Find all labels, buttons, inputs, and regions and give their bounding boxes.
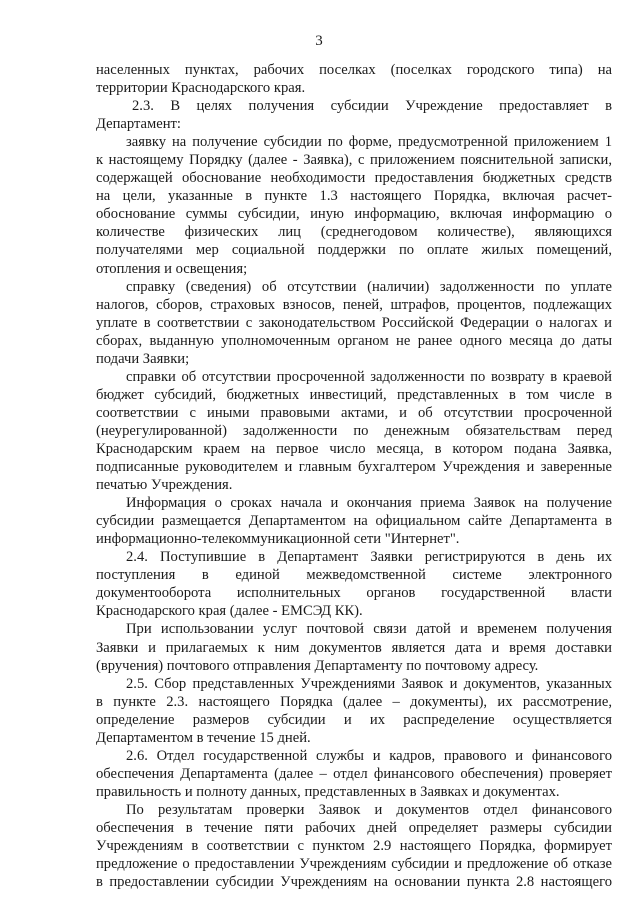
paragraph <box>96 278 612 368</box>
paragraph <box>96 548 612 620</box>
text-line: Краснодарским краем на первое число месяца, в котором подана Заявка, <box>96 440 612 457</box>
text-line: Заявки и прилагаемых к ним документов является дата и время доставки <box>96 639 612 656</box>
paragraph <box>96 620 612 674</box>
text-line: территории Краснодарского края. <box>96 80 306 97</box>
text-line: 2.6. Отдел государственной службы и кадров, правового и финансового <box>126 747 612 764</box>
paragraph <box>96 97 612 133</box>
text-line: к настоящему Порядку (далее - Заявка), с приложением пояснительной записки, <box>96 152 612 169</box>
text-line: 2.5. Сбор представленных Учреждениями Заявок и документов, указанных <box>126 675 612 692</box>
page-number: 3 <box>315 33 323 49</box>
document-body <box>96 61 612 891</box>
text-line: количестве физических лиц (среднегодовом количестве), являющихся <box>96 224 612 241</box>
text-line: поступления в единой межведомственной системе электронного <box>96 567 612 584</box>
text-line: в предоставлении субсидии Учреждениям на основании пункта 2.8 настоящего <box>96 874 612 891</box>
paragraph <box>96 675 612 747</box>
paragraph <box>96 133 612 277</box>
text-line: соответствии с иными правовыми актами, и об отсутствии просроченной <box>96 404 612 421</box>
text-line: подачи Заявки; <box>96 350 190 367</box>
text-line: (неурегулированной) задолженности по денежным обязательствам перед <box>96 422 612 439</box>
text-line: обеспечения в течение пяти рабочих дней определяет размеры субсидии <box>96 819 612 836</box>
text-line: справку (сведения) об отсутствии (наличии) задолженности по уплате <box>126 278 612 295</box>
text-line: Департаментом в течение 15 дней. <box>96 729 311 746</box>
text-line: обеспечения Департамента (далее – отдел финансового обеспечения) проверяет <box>96 765 612 782</box>
text-line: уплате в соответствии с законодательством Российской Федерации о налогах и <box>96 314 612 331</box>
text-line: бюджет субсидий, бюджетных инвестиций, представленных в том числе в <box>96 386 612 403</box>
text-line: По результатам проверки Заявок и документов отдел финансового <box>126 801 612 818</box>
text-line: обоснование суммы субсидии, иную информацию, включая информацию о <box>96 206 612 223</box>
text-line: 2.4. Поступившие в Департамент Заявки регистрируются в день их <box>126 549 612 566</box>
text-line: информационно-телекоммуникационной сети "Интернет". <box>96 531 460 548</box>
paragraph <box>96 368 612 494</box>
text-line: заявку на получение субсидии по форме, предусмотренной приложением 1 <box>126 134 612 151</box>
text-line: предложение о предоставлении Учреждениям субсидии и предложение об отказе <box>96 856 612 873</box>
paragraph <box>96 801 612 891</box>
paragraph <box>96 494 612 548</box>
text-line: печатью Учреждения. <box>96 477 233 494</box>
text-line: сборах, выданную уполномоченным органом не ранее одного месяца до даты <box>96 332 612 349</box>
text-line: Департамент: <box>96 116 181 133</box>
text-line: Краснодарского края (далее - ЕМСЭД КК). <box>96 603 363 620</box>
text-line: на цели, указанные в пункте 1.3 настоящего Порядка, включая расчет- <box>96 188 612 205</box>
text-line: (вручения) почтового отправления Департаменту по почтовому адресу. <box>96 657 539 674</box>
text-line: налогов, сборов, страховых взносов, пеней, штрафов, процентов, подлежащих <box>96 296 612 313</box>
text-line: При использовании услуг почтовой связи датой и временем получения <box>126 621 612 638</box>
text-line: документооборота исполнительных органов государственной власти <box>96 585 612 602</box>
text-line: Информация о сроках начала и окончания приема Заявок на получение <box>126 495 612 512</box>
text-line: 2.3. В целях получения субсидии Учреждение предоставляет в <box>132 98 612 115</box>
text-line: справки об отсутствии просроченной задолженности по возврату в краевой <box>126 368 612 385</box>
text-line: субсидии размещается Департаментом на официальном сайте Департамента в <box>96 513 612 530</box>
text-line: содержащей обоснование необходимости предоставления бюджетных средств <box>96 170 612 187</box>
text-line: в пункте 2.3. настоящего Порядка (далее – документы), их рассмотрение, <box>96 693 612 710</box>
text-line: отопления и освещения; <box>96 260 248 277</box>
text-line: определение размеров субсидии и их распределение осуществляется <box>96 711 612 728</box>
text-line: подписанные руководителем и главным бухгалтером Учреждения и заверенные <box>96 459 612 476</box>
text-line: населенных пунктах, рабочих поселках (поселках городского типа) на <box>96 62 612 78</box>
paragraph <box>96 61 612 97</box>
text-line: Учреждениям в соответствии с пунктом 2.9 настоящего Порядка, формирует <box>96 838 612 855</box>
text-line: получателями мер социальной поддержки по оплате жилых помещений, <box>96 242 612 259</box>
text-line: правильность и полноту данных, представленных в Заявках и документах. <box>96 783 560 800</box>
paragraph <box>96 747 612 801</box>
